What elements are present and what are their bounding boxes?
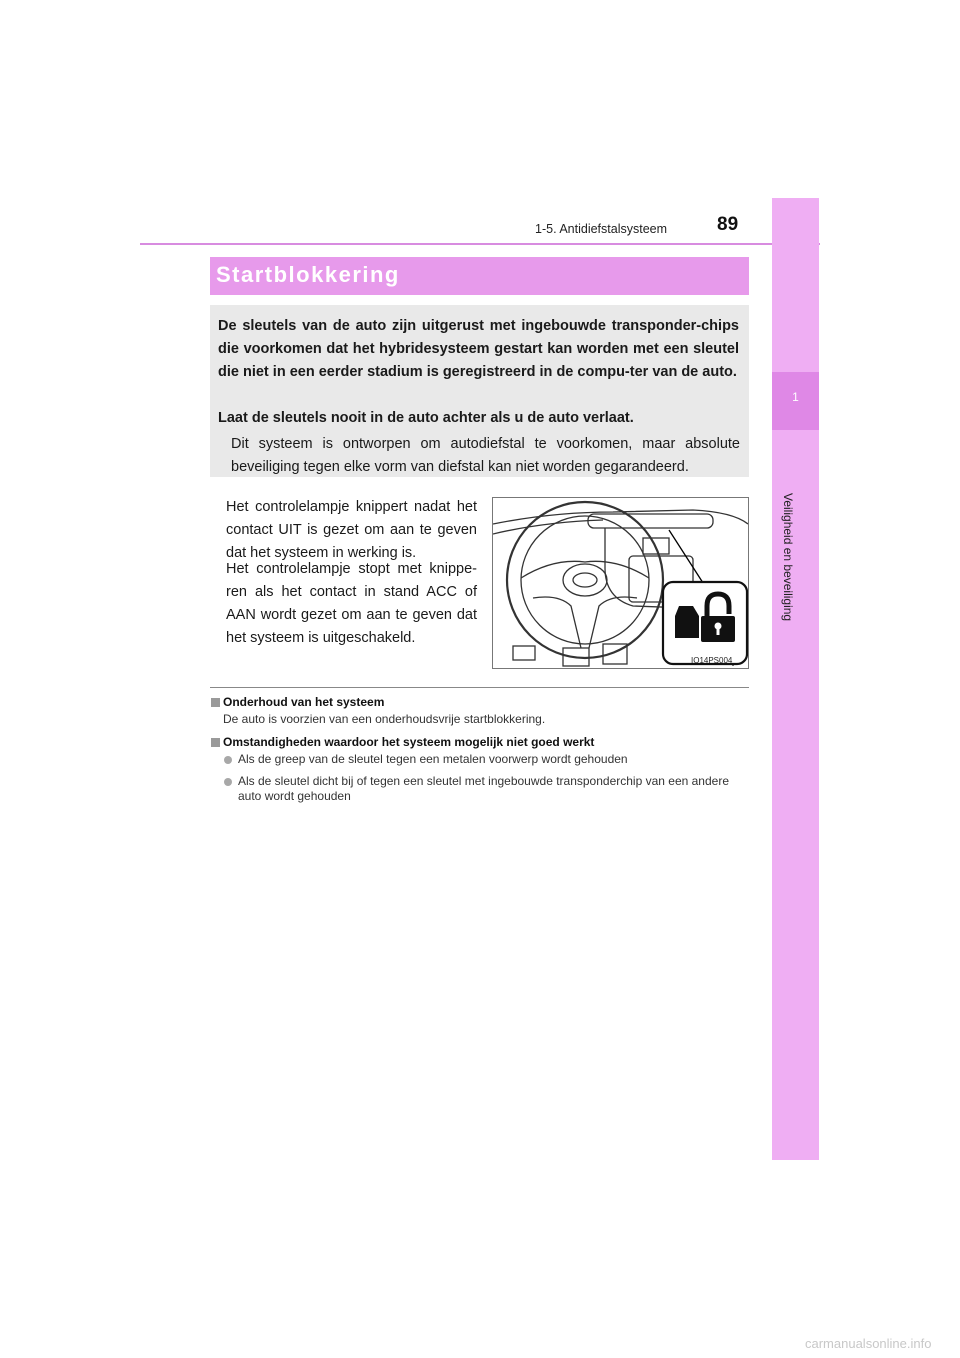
section-title: 1-5. Antidiefstalsysteem (535, 222, 668, 236)
header-rule (140, 243, 820, 245)
chapter-label: Veiligheid en beveiliging (781, 493, 795, 622)
list-item: Als de sleutel dicht bij of tegen een sleutel met ingebouwde transponderchip van een andere auto wordt gehouden (238, 774, 729, 803)
page-title: Startblokkering (216, 262, 400, 287)
watermark: carmanualsonline.info (805, 1336, 932, 1351)
chapter-number: 1 (792, 390, 799, 404)
subsection-heading-conditions: Omstandigheden waardoor het systeem mogelijk niet goed werkt (223, 735, 595, 749)
title-bar (210, 257, 749, 295)
subsection-marker (211, 738, 220, 747)
body-paragraph-2: Het controlelampje stopt met knippe-ren als het contact in stand ACC of AAN wordt gezet om aan te geven dat het systeem is uitgeschakeld. (226, 561, 477, 646)
intro-paragraph: De sleutels van de auto zijn uitgerust met ingebouwde transponder-chips die voorkomen dat het hybridesysteem gestart kan worden met een sleutel die niet in een eerder stadium is geregistreerd in de compu-ter van de auto. (218, 318, 739, 380)
intro-note: Dit systeem is ontworpen om autodiefstal te voorkomen, maar absolute beveiliging tegen elke vorm van diefstal kan niet worden gegarandeerd. (231, 436, 740, 475)
page-number: 89 (717, 214, 739, 235)
dashboard-illustration (492, 497, 749, 669)
subsection-marker (211, 698, 220, 707)
bullet-dot (224, 778, 232, 786)
intro-warning: Laat de sleutels nooit in de auto achter als u de auto verlaat. (218, 410, 634, 426)
list-item: Als de greep van de sleutel tegen een metalen voorwerp wordt gehouden (238, 752, 628, 766)
subsection-heading-maintenance: Onderhoud van het systeem (223, 695, 385, 709)
chapter-tab (772, 198, 819, 1160)
maintenance-text: De auto is voorzien van een onderhoudsvrije startblokkering. (223, 712, 546, 726)
section-divider (210, 687, 749, 688)
body-paragraph-1: Het controlelampje knippert nadat het contact UIT is gezet om aan te geven dat het systeem in werking is. (226, 499, 477, 561)
dashboard-drawing (493, 498, 748, 668)
intro-box (210, 305, 749, 477)
figure-code: IO14PS004 (691, 656, 733, 665)
bullet-dot (224, 756, 232, 764)
